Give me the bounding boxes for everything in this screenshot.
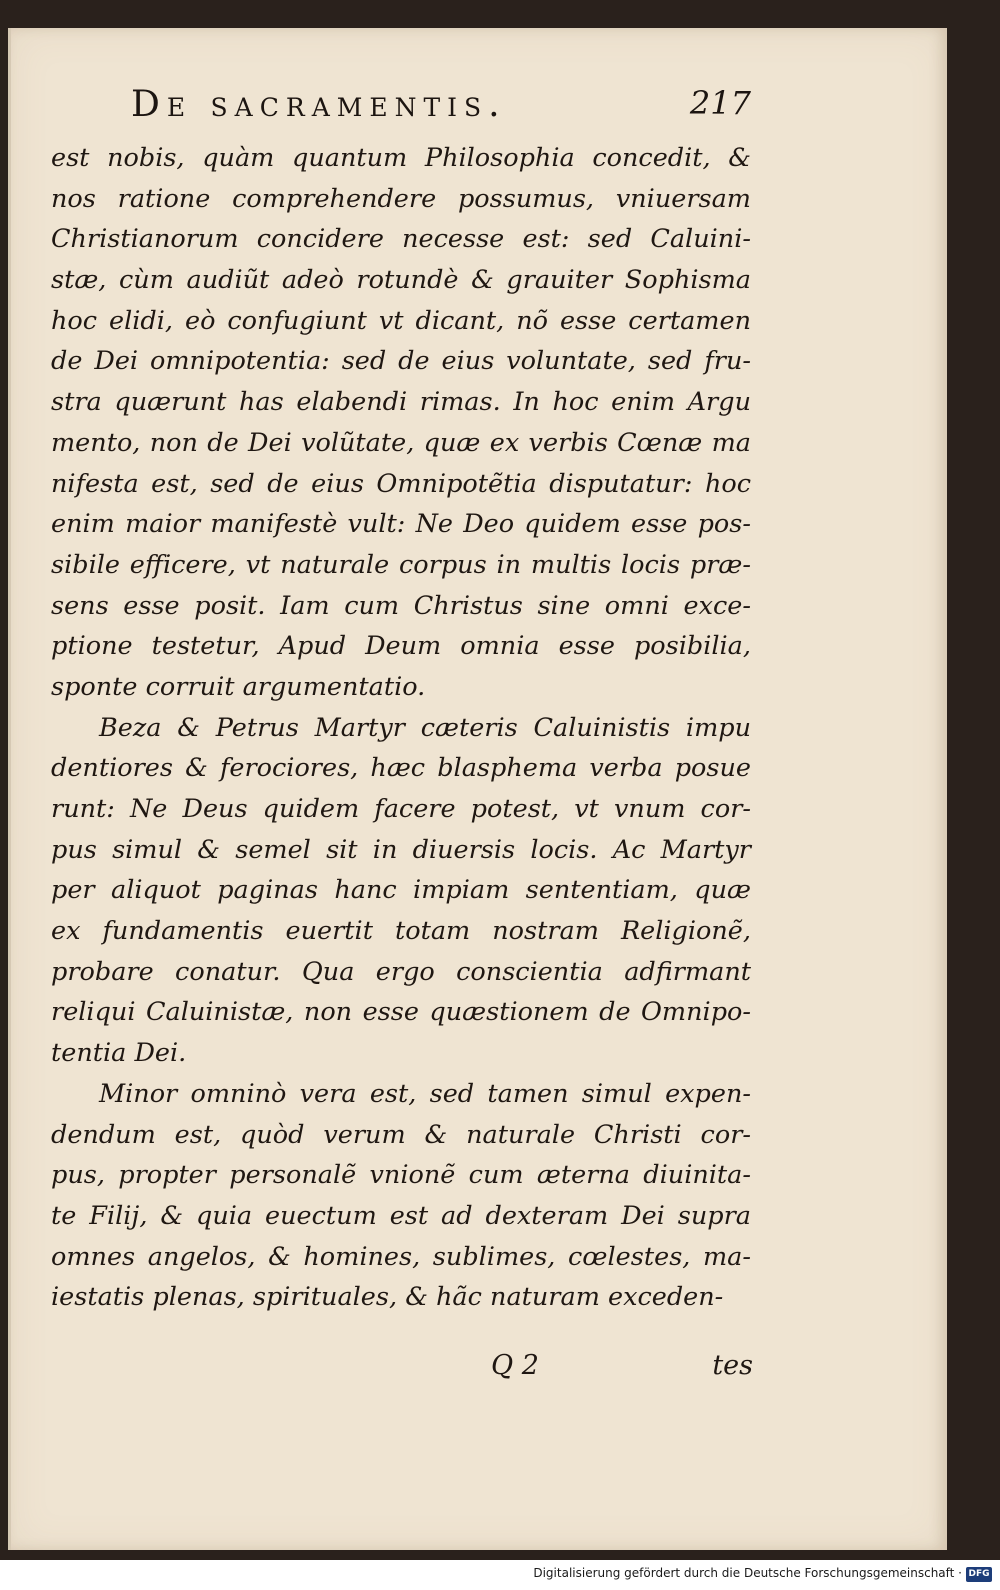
signature-mark: Q 2 [491,1350,539,1381]
text-line: dentiores & ferociores, hæc blasphema verba posue [51,753,751,784]
text-line: stæ, cùm audiũt adeò rotundè & grauiter Sophisma [51,265,751,296]
text-line: sibile efficere, vt naturale corpus in multis locis præ- [51,549,751,580]
paragraph [51,708,751,1074]
text-line: stra quærunt has elabendi rimas. In hoc enim Argu [51,387,751,418]
text-line: hoc elidi, eò confugiunt vt dicant, nõ esse certamen [51,305,751,336]
text-line: probare conatur. Qua ergo conscientia adfirmant [51,956,751,987]
text-line: dendum est, quòd verum & naturale Christi cor- [51,1119,751,1150]
credit-bar [0,1560,1000,1590]
page-footer [491,1350,753,1390]
text-line: ex fundamentis euertit totam nostram Religionẽ, [51,916,751,947]
text-line: Beza & Petrus Martyr cæteris Caluinistis impu [99,712,751,743]
text-line: per aliquot paginas hanc impiam sententiam, quæ [51,875,751,906]
text-line: enim maior manifestè vult: Ne Deo quidem esse pos- [51,509,751,540]
text-line: omnes angelos, & homines, sublimes, cœlestes, ma- [51,1241,751,1272]
text-line: pus simul & semel sit in diuersis locis. Ac Martyr [51,834,751,865]
text-line: pus, propter personalẽ vnionẽ cum æterna diuinita- [51,1160,751,1191]
page-number: 217 [689,84,751,122]
text-line: runt: Ne Deus quidem facere potest, vt vnum cor- [51,794,751,824]
catchword: tes [712,1350,753,1381]
text-line: nifesta est, sed de eius Omnipotẽtia disputatur: hoc [51,468,751,499]
text-line: te Filij, & quia euectum est ad dexteram Dei supra [51,1200,751,1231]
text-line: Christianorum concidere necesse est: sed Caluini- [51,224,751,255]
text-line: reliqui Caluinistæ, non esse quæstionem de Omnipo- [51,997,751,1028]
page-body [51,138,751,1318]
book-page [8,28,947,1550]
page-header [131,84,751,134]
text-line: ptione testetur, Apud Deum omnia esse posibilia, [51,631,751,662]
text-line: iestatis plenas, spirituales, & hãc naturam exceden- [51,1282,724,1313]
text-line: de Dei omnipotentia: sed de eius voluntate, sed fru- [51,346,751,377]
funding-credit: Digitalisierung gefördert durch die Deutsche Forschungsgemeinschaft · [533,1566,962,1580]
dfg-logo-icon: DFG [966,1567,992,1582]
text-line: est nobis, quàm quantum Philosophia concedit, & [51,143,751,173]
text-line: tentia Dei. [51,1038,187,1069]
text-line: sponte corruit argumentatio. [51,671,426,702]
text-line: sens esse posit. Iam cum Christus sine omni exce- [51,590,751,621]
text-line: nos ratione comprehendere possumus, vniuersam [51,183,751,214]
text-line: Minor omninò vera est, sed tamen simul expen- [99,1078,751,1109]
running-title: De sacramentis. [131,84,507,125]
text-line: mento, non de Dei volũtate, quæ ex verbis Cœnæ ma [51,427,751,458]
paragraph [51,138,751,708]
paragraph [51,1074,751,1318]
